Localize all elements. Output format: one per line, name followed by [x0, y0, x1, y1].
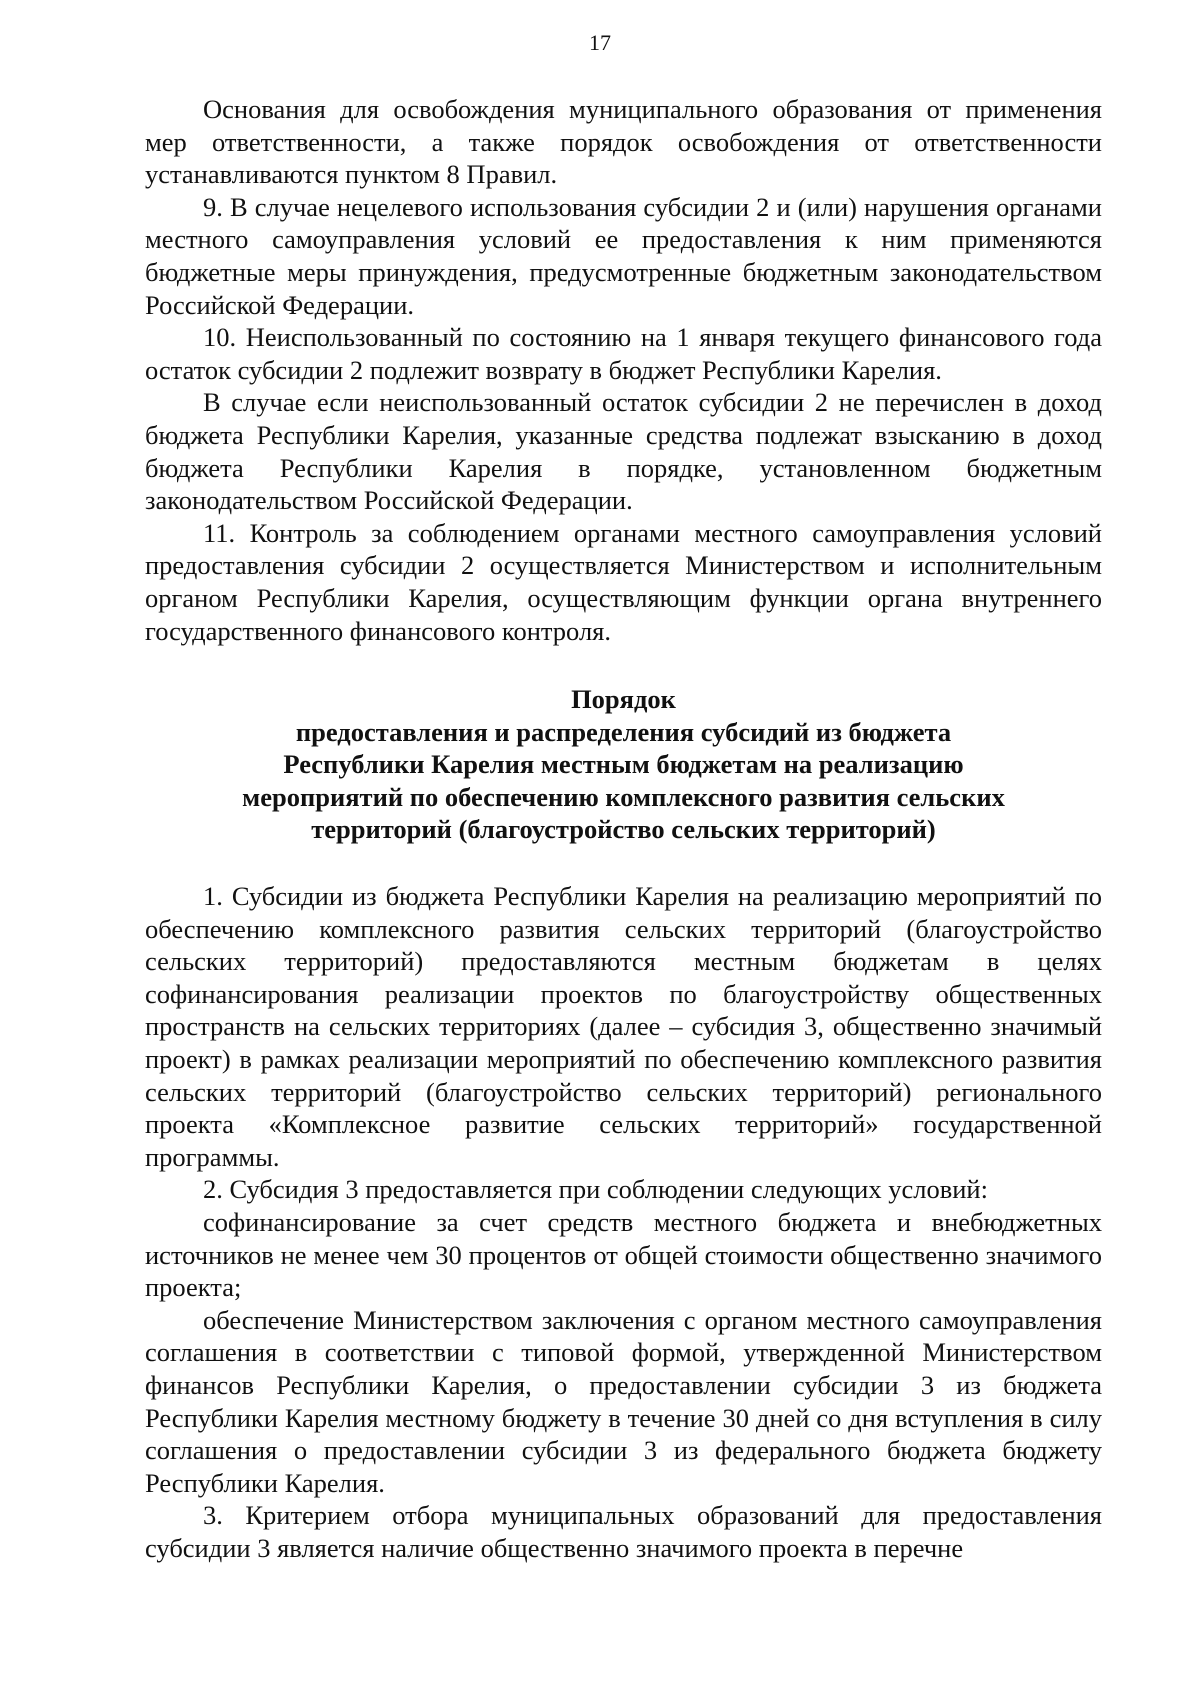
- paragraph-10-unused-balance: 10. Неиспользованный по состоянию на 1 января текущего финансового года остаток субсидии 2 подлежит возврату в бюджет Республики Карелия.: [145, 322, 1102, 385]
- section-title: [145, 683, 1102, 846]
- paragraph-agreement-condition: обеспечение Министерством заключения с органом местного самоуправления соглашения в соответствии с типовой формой, утвержденной Министерством финансов Республики Карелия, о предоставлении субсидии 3 из бюджета Республики Карелия местному бюджету в течение 30 дней со дня вступления в силу соглашения о предоставлении субсидии 3 из федерального бюджета бюджету Республики Карелия.: [145, 1304, 1102, 1498]
- paragraph-9-enforcement-measures: 9. В случае нецелевого использования субсидии 2 и (или) нарушения органами местного самоуправления условий ее предоставления к ним применяются бюджетные меры принуждения, предусмотренные бюджетным законодательством Российской Федерации.: [145, 191, 1102, 320]
- page-body: [145, 93, 1102, 1565]
- paragraph-recovery-of-balance: В случае если неиспользованный остаток субсидии 2 не перечислен в доход бюджета Республики Карелия, указанные средства подлежат взысканию в доход бюджета Республики Карелия в порядке, установленном бюджетным законодательством Российской Федерации.: [145, 387, 1102, 516]
- section-title-line: территорий (благоустройство сельских территорий): [311, 814, 936, 845]
- paragraph-2-conditions: 2. Субсидия 3 предоставляется при соблюдении следующих условий:: [203, 1174, 988, 1205]
- section-title-line: мероприятий по обеспечению комплексного развития сельских: [242, 781, 1005, 812]
- section-title-line: Порядок: [571, 684, 676, 715]
- paragraph-3-selection-criterion: 3. Критерием отбора муниципальных образований для предоставления субсидии 3 является наличие общественно значимого проекта в перечне: [145, 1500, 1102, 1563]
- section-title-line: предоставления и распределения субсидий из бюджета: [295, 716, 952, 747]
- paragraph-1-subsidy-purpose: 1. Субсидии из бюджета Республики Карелия на реализацию мероприятий по обеспечению комплексного развития сельских территорий (благоустройство сельских территорий) предоставляются местным бюджетам в целях софинансирования реализации проектов по благоустройству общественных пространств на сельских территориях (далее – субсидия 3, общественно значимый проект) в рамках реализации мероприятий по обеспечению комплексного развития сельских территорий (благоустройство сельских территорий) регионального проекта «Комплексное развитие сельских территорий» государственной программы.: [145, 881, 1102, 1172]
- paragraph-exemption-grounds: Основания для освобождения муниципального образования от применения мер ответственности, а также порядок освобождения от ответственности устанавливаются пунктом 8 Правил.: [145, 94, 1102, 190]
- paragraph-11-control: 11. Контроль за соблюдением органами местного самоуправления условий предоставления субсидии 2 осуществляется Министерством и исполнительным органом Республики Карелия, осуществляющим функции органа внутреннего государственного финансового контроля.: [145, 517, 1102, 646]
- section-title-line: Республики Карелия местным бюджетам на реализацию: [283, 749, 964, 780]
- paragraph-cofinancing-condition: софинансирование за счет средств местного бюджета и внебюджетных источников не менее чем 30 процентов от общей стоимости общественно значимого проекта;: [145, 1207, 1102, 1303]
- page-number: 17: [589, 30, 611, 55]
